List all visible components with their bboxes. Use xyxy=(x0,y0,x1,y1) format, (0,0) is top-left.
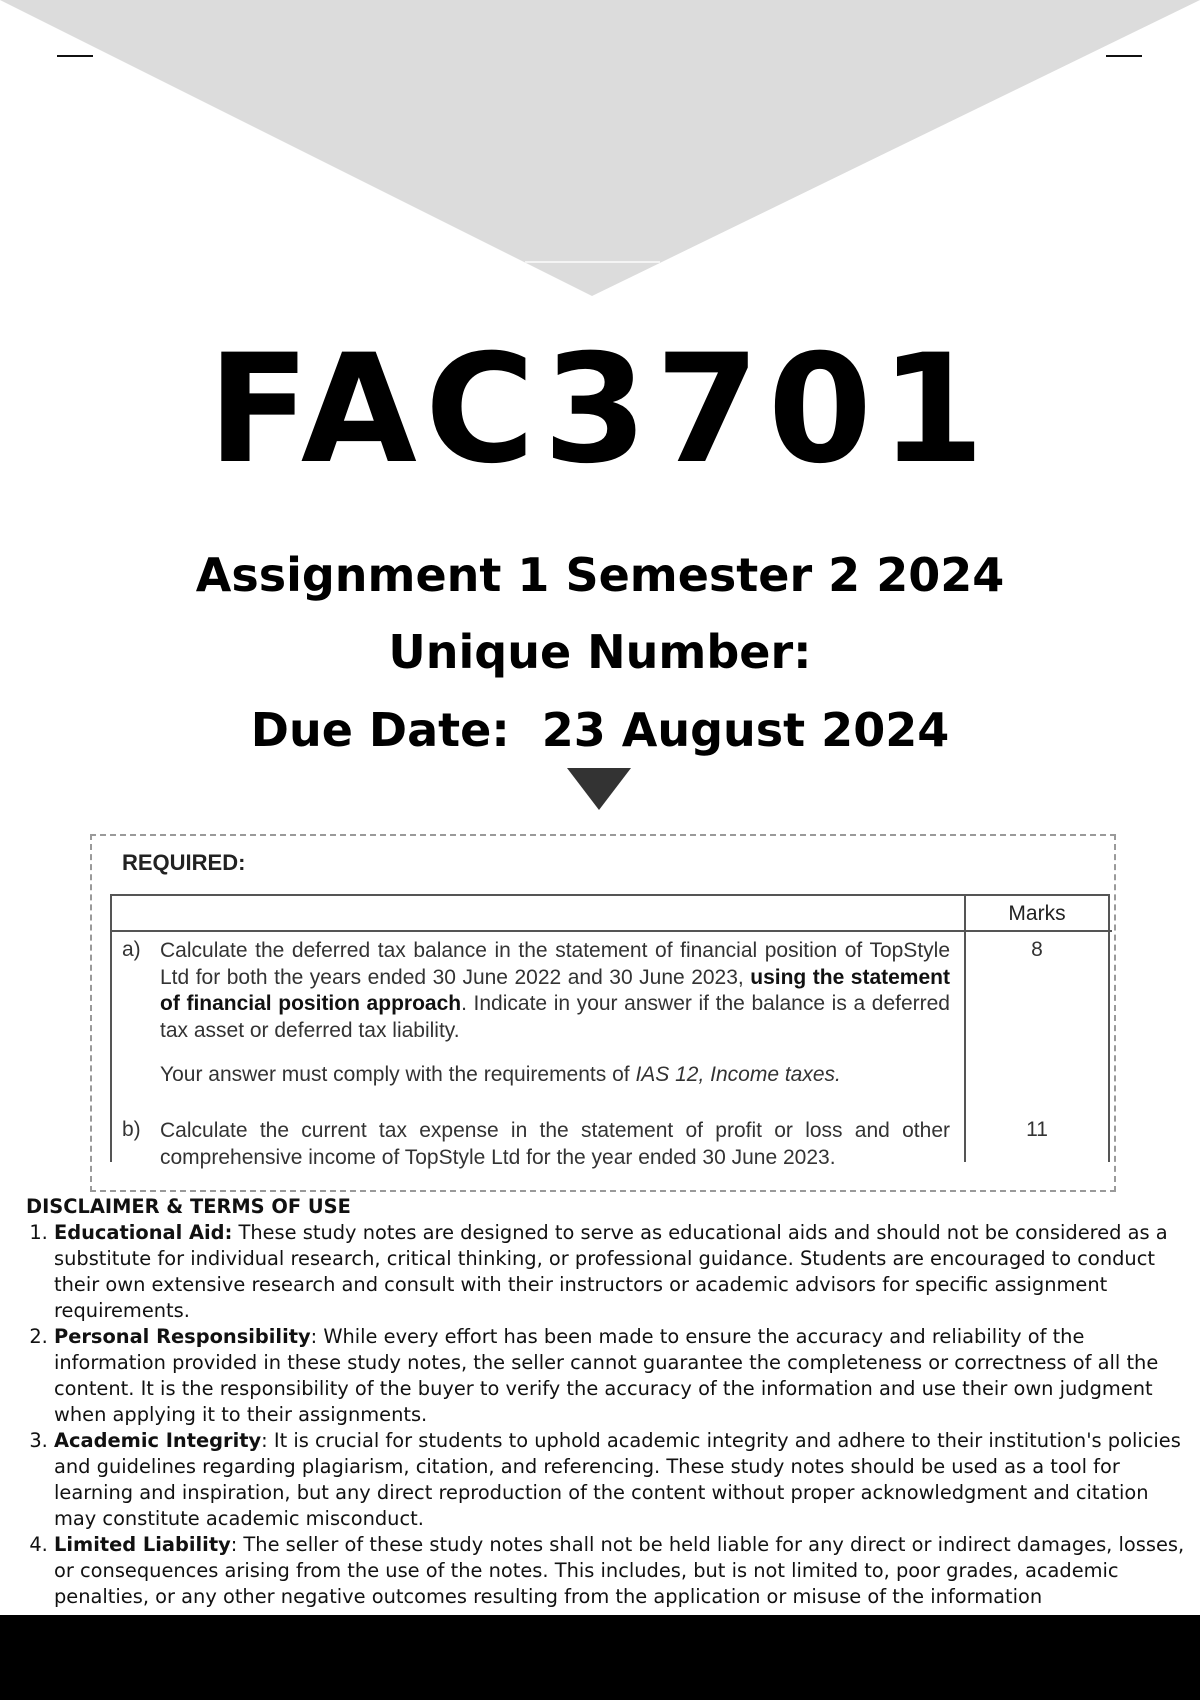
corner-mark-right xyxy=(1106,55,1142,57)
question-table xyxy=(110,894,1110,1169)
down-triangle-icon xyxy=(567,768,631,810)
table-header-divider xyxy=(112,930,1112,932)
unique-number-label: Unique Number: xyxy=(388,625,812,679)
question-b-marks: 11 xyxy=(1026,1118,1048,1141)
corner-mark-left xyxy=(57,55,93,57)
question-a-note: Your answer must comply with the requirements of IAS 12, Income taxes. xyxy=(160,1063,841,1086)
disclaimer-item-limited-liability: 4. Limited Liability: The seller of these study notes shall not be held liable for any direct or indirect damages, losses, or consequences arising from the use of the notes. This includes, but is not limited to, poor grades, academic penalties, or any other negative outcomes resulting from the application or misuse of the information xyxy=(54,1532,1188,1610)
header-chevron-graphic xyxy=(0,0,1200,300)
disclaimer-item-personal-responsibility: 2. Personal Responsibility: While every effort has been made to ensure the accuracy and reliability of the information provided in these study notes, the seller cannot guarantee the completeness or correctness of all the content. It is the responsibility of the buyer to verify the accuracy of the information and use their own judgment when applying it to their assignments. xyxy=(54,1324,1188,1428)
disclaimer-item-educational-aid: 1. Educational Aid: These study notes are designed to serve as educational aids and should not be considered as a substitute for individual research, critical thinking, or professional guidance. Students are encouraged to conduct their own extensive research and consult with their instructors or academic advisors for specific assignment requirements. xyxy=(54,1220,1188,1324)
disclaimer-item-academic-integrity: 3. Academic Integrity: It is crucial for students to uphold academic integrity and adhere to their institution's policies and guidelines regarding plagiarism, citation, and referencing. These study notes should be used as a tool for learning and inspiration, but any direct reproduction of the content without proper acknowledgment and citation may constitute academic misconduct. xyxy=(54,1428,1188,1532)
course-code-title: FAC3701 xyxy=(207,323,993,497)
question-b-text: Calculate the current tax expense in the statement of profit or loss and other comprehensive income of TopStyle Ltd for the year ended 30 June 2023. xyxy=(160,1119,950,1169)
bottom-black-bar xyxy=(0,1615,1200,1700)
marks-column-header: Marks xyxy=(1008,902,1066,925)
due-date-label: Due Date: 23 August 2024 xyxy=(250,703,950,757)
question-a-emphasis: using the statement of financial position approach xyxy=(160,965,950,1015)
disclaimer-list xyxy=(18,1220,1188,1610)
question-a-text: Calculate the deferred tax balance in the statement of financial position of TopStyle Ltd for both the years ended 30 June 2022 and 30 June 2023, using the statement of financial position approach. Indicate in your answer if the balance is a deferred tax asset or deferred tax liability. xyxy=(160,939,950,1042)
question-b-letter: b) xyxy=(122,1118,141,1141)
required-label: REQUIRED: xyxy=(122,850,246,875)
question-a-letter: a) xyxy=(122,938,141,961)
assignment-title: Assignment 1 Semester 2 2024 xyxy=(195,548,1005,602)
disclaimer-section xyxy=(18,1194,1188,1610)
question-excerpt xyxy=(90,834,1116,1192)
question-a-marks: 8 xyxy=(1031,938,1043,961)
disclaimer-title: DISCLAIMER & TERMS OF USE xyxy=(26,1195,351,1218)
